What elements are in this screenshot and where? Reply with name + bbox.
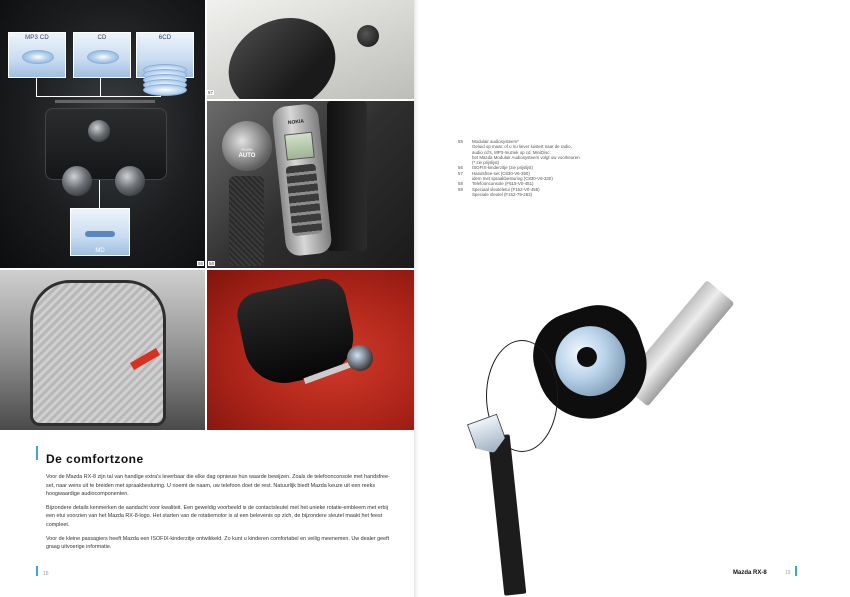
phone-screen bbox=[284, 132, 315, 161]
list-item: Geluid op maat: of u nu liever luistert naar de radio, bbox=[472, 144, 572, 150]
module-mp3cd bbox=[8, 32, 66, 78]
mobile-phone bbox=[271, 103, 332, 257]
article-paragraph: Bijzondere details kenmerken de aandacht voor kwaliteit. Een geweldig voorbeeld is de contactsleutel met het unieke rotatie-embleem met erbij een etui voorzien van het Mazda RX-8-logo. Het starten van de rotatiemotor is al een belevenis op zich, de bijzondere sleutel maakt het feest compleet. bbox=[46, 504, 388, 528]
climate-knob-right bbox=[115, 166, 145, 196]
gear-knob bbox=[222, 121, 272, 171]
article-paragraph: Voor de Mazda RX-8 zijn tal van handige extra's leverbaar die elke dag opnieuw hun waarde bewijzen. Zoals de telefoonconsole met handsfree-set, naar wens uit te breiden met spraakbesturing. U noemt de naam, uw telefoon doet de rest. Natuurlijk biedt Mazda keuze uit een reeks hoogwaardige audiocomponenten. bbox=[46, 474, 390, 498]
cd-disc-icon bbox=[22, 50, 54, 64]
climate-knob-left bbox=[62, 166, 92, 196]
left-page bbox=[0, 0, 416, 597]
connector-line bbox=[36, 96, 161, 97]
article-paragraph: Voor de kleine passagiers heeft Mazda een ISOFIX-kinderzitje ontwikkeld. Zo kunt u kinderen comfortabel en veilig meenemen. Uw dealer geeft graag uitvoerige informatie. bbox=[46, 535, 390, 551]
brand-footer: Mazda RX-8 bbox=[733, 570, 767, 576]
list-item: audio cd's, MP3-muziek op cd, MiniDisc: bbox=[472, 149, 551, 155]
phone-console-photo bbox=[207, 101, 416, 268]
list-item: 57 Handsfree-set (C830-V6-350) bbox=[458, 170, 530, 176]
page-number-left: 18 bbox=[43, 571, 49, 577]
cd-disc-icon bbox=[87, 50, 119, 64]
rotor-key-icon bbox=[347, 345, 373, 371]
photo-number: 57 bbox=[208, 90, 214, 95]
phone-holder bbox=[327, 101, 367, 251]
accessory-spec-list bbox=[458, 139, 638, 197]
list-item: 56 ISOFIX-kinderzitje (zie prijslijst) bbox=[458, 165, 533, 171]
volume-knob bbox=[88, 120, 110, 142]
module-cd-label: CD bbox=[97, 35, 107, 41]
gear-stick bbox=[229, 176, 264, 266]
audio-head-unit bbox=[45, 108, 167, 180]
gear-auto-label: AUTO bbox=[238, 153, 256, 159]
connector-line bbox=[100, 78, 101, 96]
connector-line bbox=[36, 78, 37, 96]
page-title: De comfortzone bbox=[46, 452, 144, 466]
module-md-label: MD bbox=[95, 248, 105, 254]
list-item: 58 Telefoonconsole (F615-V0-451) bbox=[458, 181, 534, 187]
module-mp3cd-label: MP3 CD bbox=[25, 35, 49, 41]
key-strap bbox=[488, 434, 527, 595]
list-item: 55 Modulair audiosysteem* bbox=[458, 139, 519, 144]
phone-keypad bbox=[286, 164, 323, 237]
cd-slot bbox=[55, 100, 155, 103]
page-number-right: 19 bbox=[785, 570, 791, 576]
handsfree-microphone-photo bbox=[207, 0, 416, 99]
photo-number: 55 bbox=[198, 261, 204, 266]
list-item: Speciale sleutel (F152-79-253) bbox=[472, 191, 533, 197]
list-item: het Mazda Modulair Audiosysteem volgt uw voorkeuren. bbox=[472, 154, 581, 160]
child-seat-photo bbox=[0, 270, 205, 430]
list-item: 59 Speciaal sleuteletui (F152-V0-455) bbox=[458, 186, 540, 192]
connector-line bbox=[99, 180, 100, 208]
leather-key-case bbox=[233, 275, 360, 391]
dashboard-audio-photo bbox=[0, 0, 205, 268]
key-case-photo bbox=[207, 270, 416, 430]
list-item: (* zie prijslijst) bbox=[472, 160, 500, 166]
list-item: idem met spraakbesturing (C830-V6-330) bbox=[472, 176, 553, 182]
module-cd bbox=[73, 32, 131, 78]
gear-push-label: PUSH bbox=[241, 147, 253, 152]
phone-brand-label: NOKIA bbox=[287, 118, 305, 127]
module-6cd-label: 6CD bbox=[158, 35, 172, 41]
rotor-key-photo bbox=[466, 230, 726, 595]
microphone-icon bbox=[357, 25, 379, 47]
cd-changer-stack-icon bbox=[143, 64, 185, 94]
minidisc-slot-icon bbox=[85, 231, 115, 237]
folio-accent-bar bbox=[795, 566, 797, 576]
folio-accent-bar bbox=[36, 566, 38, 576]
mirror bbox=[213, 1, 351, 99]
heading-accent-bar bbox=[36, 446, 38, 460]
photo-number: 58 bbox=[209, 261, 215, 266]
article-body bbox=[46, 473, 391, 557]
